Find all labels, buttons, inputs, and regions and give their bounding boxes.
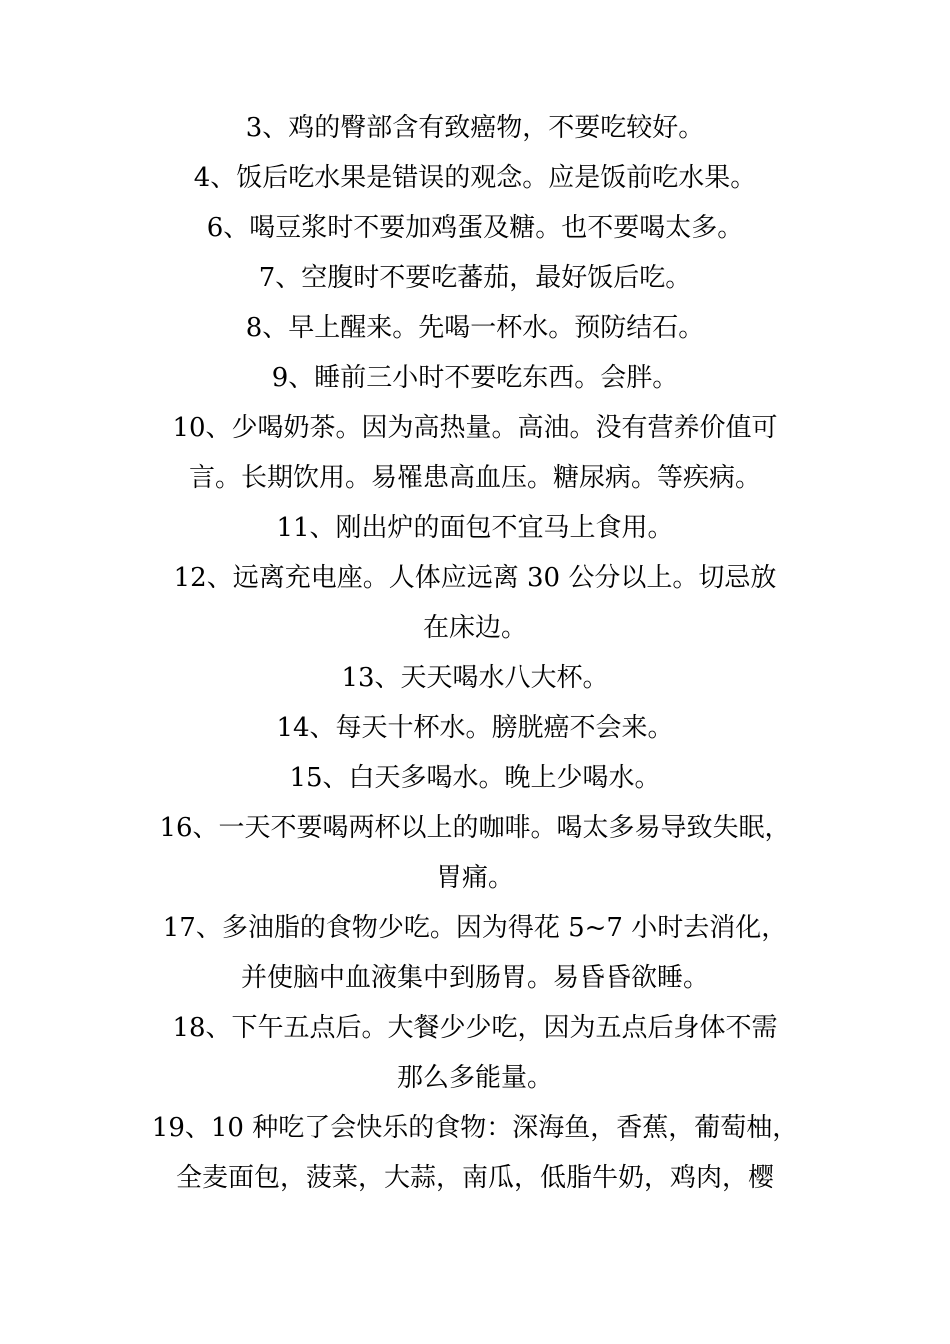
text-line: 胃痛。 — [435, 863, 514, 893]
text-line: 那么多能量。 — [396, 1063, 553, 1093]
text-line: 言。长期饮用。易罹患高血压。糖尿病。等疾病。 — [188, 463, 761, 493]
health-tips-text — [145, 103, 805, 1203]
text-line: 14、每天十杯水。膀胱癌不会来。 — [276, 713, 674, 743]
text-line: 7、空腹时不要吃蕃茄，最好饭后吃。 — [258, 263, 692, 293]
text-line: 18、下午五点后。大餐少少吃，因为五点后身体不需 — [172, 1013, 778, 1043]
text-line: 11、刚出炉的面包不宜马上食用。 — [276, 513, 674, 543]
text-line: 8、早上醒来。先喝一杯水。预防结石。 — [245, 313, 705, 343]
text-line: 13、天天喝水八大杯。 — [341, 663, 609, 693]
text-line: 19、10 种吃了会快乐的食物：深海鱼，香蕉，葡萄柚， — [151, 1113, 799, 1143]
text-line: 并使脑中血液集中到肠胃。易昏昏欲睡。 — [240, 963, 709, 993]
text-line: 10、少喝奶茶。因为高热量。高油。没有营养价值可 — [172, 413, 778, 443]
text-line: 9、睡前三小时不要吃东西。会胖。 — [271, 363, 679, 393]
text-line: 6、喝豆浆时不要加鸡蛋及糖。也不要喝太多。 — [206, 213, 744, 243]
text-line: 3、鸡的臀部含有致癌物，不要吃较好。 — [245, 113, 705, 143]
text-line: 15、白天多喝水。晚上少喝水。 — [289, 763, 661, 793]
text-line: 12、远离充电座。人体应远离 30 公分以上。切忌放 — [173, 563, 777, 593]
text-line: 16、一天不要喝两杯以上的咖啡。喝太多易导致失眠， — [159, 813, 791, 843]
text-line: 在床边。 — [422, 613, 527, 643]
text-line: 4、饭后吃水果是错误的观念。应是饭前吃水果。 — [193, 163, 757, 193]
text-line: 全麦面包，菠菜，大蒜，南瓜，低脂牛奶，鸡肉，樱 — [175, 1163, 774, 1193]
text-line: 17、多油脂的食物少吃。因为得花 5~7 小时去消化， — [162, 913, 788, 943]
